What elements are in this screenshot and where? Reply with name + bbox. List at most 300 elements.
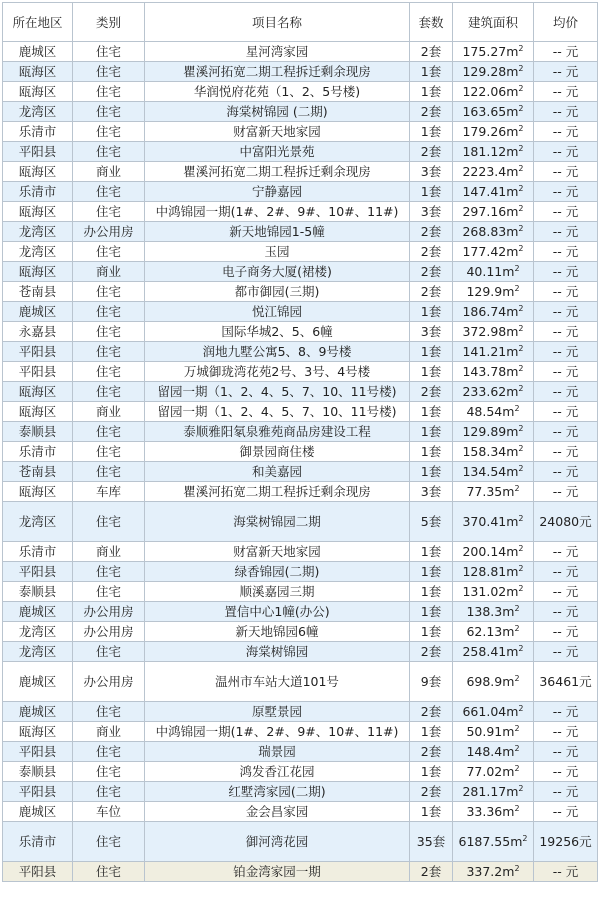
area-unit-exponent: 2 (522, 833, 528, 843)
area-cell (453, 662, 534, 702)
category-cell: 住宅 (73, 82, 145, 102)
table-row (3, 502, 598, 542)
area-unit-exponent: 2 (518, 443, 524, 453)
project-name-cell: 铂金湾家园一期 (145, 862, 410, 882)
units-cell: 2套 (410, 142, 453, 162)
area-value: 122.06 (462, 84, 507, 99)
area-value: 2223.4 (462, 164, 507, 179)
price-cell: 24080元 (534, 502, 598, 542)
project-name-cell: 原墅景园 (145, 702, 410, 722)
area-value: 698.9 (466, 674, 503, 689)
area-unit-exponent: 2 (518, 103, 524, 113)
category-cell: 住宅 (73, 302, 145, 322)
area-unit: m (506, 784, 519, 799)
units-cell: 1套 (410, 562, 453, 582)
area-unit-exponent: 2 (518, 203, 524, 213)
area-unit: m (506, 364, 519, 379)
area-unit-exponent: 2 (514, 863, 520, 873)
project-name-cell: 财富新天地家园 (145, 122, 410, 142)
area-unit-exponent: 2 (518, 643, 524, 653)
district-cell: 瓯海区 (3, 482, 73, 502)
header-category: 类别 (73, 3, 145, 42)
project-name-cell: 留园一期（1、2、4、5、7、10、11号楼) (145, 382, 410, 402)
area-unit: m (506, 544, 519, 559)
price-cell: -- 元 (534, 402, 598, 422)
category-cell: 商业 (73, 162, 145, 182)
price-cell: -- 元 (534, 422, 598, 442)
area-value: 370.41 (462, 514, 507, 529)
district-cell: 乐清市 (3, 122, 73, 142)
units-cell: 2套 (410, 782, 453, 802)
area-cell (453, 482, 534, 502)
units-cell: 2套 (410, 222, 453, 242)
table-row (3, 262, 598, 282)
category-cell: 办公用房 (73, 222, 145, 242)
project-name-cell: 瞿溪河拓宽二期工程拆迁剩余现房 (145, 482, 410, 502)
area-cell (453, 382, 534, 402)
price-cell: -- 元 (534, 122, 598, 142)
project-name-cell: 国际华城2、5、6幢 (145, 322, 410, 342)
area-unit: m (506, 104, 519, 119)
area-unit: m (506, 584, 519, 599)
area-cell (453, 722, 534, 742)
project-name-cell: 中鸿锦园一期(1#、2#、9#、10#、11#) (145, 202, 410, 222)
area-unit: m (506, 144, 519, 159)
area-value: 129.9 (466, 284, 503, 299)
area-value: 186.74 (462, 304, 507, 319)
project-name-cell: 都市御园(三期) (145, 282, 410, 302)
category-cell: 车位 (73, 802, 145, 822)
table-row (3, 402, 598, 422)
price-cell: -- 元 (534, 582, 598, 602)
project-name-cell: 红墅湾家园(二期) (145, 782, 410, 802)
area-unit: m (506, 204, 519, 219)
area-value: 143.78 (462, 364, 507, 379)
district-cell: 龙湾区 (3, 502, 73, 542)
area-unit: m (506, 514, 519, 529)
district-cell: 乐清市 (3, 182, 73, 202)
table-row (3, 362, 598, 382)
area-cell (453, 442, 534, 462)
price-cell: -- 元 (534, 862, 598, 882)
table-row (3, 422, 598, 442)
price-cell: -- 元 (534, 382, 598, 402)
price-cell: -- 元 (534, 602, 598, 622)
area-unit-exponent: 2 (514, 743, 520, 753)
area-cell (453, 42, 534, 62)
table-row (3, 642, 598, 662)
district-cell: 鹿城区 (3, 802, 73, 822)
table-row (3, 82, 598, 102)
area-value: 158.34 (462, 444, 507, 459)
category-cell: 住宅 (73, 342, 145, 362)
units-cell: 1套 (410, 122, 453, 142)
price-cell: -- 元 (534, 242, 598, 262)
units-cell: 1套 (410, 542, 453, 562)
area-unit-exponent: 2 (518, 43, 524, 53)
price-cell: -- 元 (534, 762, 598, 782)
area-cell (453, 762, 534, 782)
district-cell: 鹿城区 (3, 602, 73, 622)
price-cell: -- 元 (534, 642, 598, 662)
area-value: 200.14 (462, 544, 507, 559)
table-row (3, 662, 598, 702)
area-cell (453, 202, 534, 222)
header-price: 均价 (534, 3, 598, 42)
area-value: 337.2 (466, 864, 503, 879)
area-unit: m (502, 604, 515, 619)
category-cell: 住宅 (73, 182, 145, 202)
category-cell: 住宅 (73, 502, 145, 542)
area-unit-exponent: 2 (514, 403, 520, 413)
area-cell (453, 262, 534, 282)
price-cell: -- 元 (534, 162, 598, 182)
header-units: 套数 (410, 3, 453, 42)
price-cell: -- 元 (534, 182, 598, 202)
area-value: 177.42 (462, 244, 507, 259)
project-name-cell: 留园一期（1、2、4、5、7、10、11号楼) (145, 402, 410, 422)
area-unit: m (502, 484, 515, 499)
area-value: 77.35 (466, 484, 503, 499)
category-cell: 住宅 (73, 122, 145, 142)
area-cell (453, 542, 534, 562)
area-cell (453, 742, 534, 762)
area-unit-exponent: 2 (518, 583, 524, 593)
project-name-cell: 悦江锦园 (145, 302, 410, 322)
area-unit: m (506, 564, 519, 579)
area-cell (453, 502, 534, 542)
area-value: 372.98 (462, 324, 507, 339)
area-value: 148.4 (466, 744, 503, 759)
units-cell: 2套 (410, 742, 453, 762)
price-cell: -- 元 (534, 222, 598, 242)
area-cell (453, 222, 534, 242)
area-unit: m (506, 324, 519, 339)
category-cell: 住宅 (73, 642, 145, 662)
area-unit: m (502, 404, 515, 419)
area-cell (453, 242, 534, 262)
district-cell: 鹿城区 (3, 662, 73, 702)
area-value: 131.02 (462, 584, 507, 599)
category-cell: 住宅 (73, 42, 145, 62)
area-cell (453, 302, 534, 322)
project-name-cell: 温州市车站大道101号 (145, 662, 410, 702)
price-cell: -- 元 (534, 562, 598, 582)
units-cell: 2套 (410, 282, 453, 302)
project-name-cell: 海棠树锦园 (二期) (145, 102, 410, 122)
units-cell: 1套 (410, 342, 453, 362)
area-unit: m (510, 834, 523, 849)
area-unit-exponent: 2 (518, 223, 524, 233)
category-cell: 车库 (73, 482, 145, 502)
table-row (3, 142, 598, 162)
district-cell: 永嘉县 (3, 322, 73, 342)
area-unit: m (502, 744, 515, 759)
project-name-cell: 鸿发香江花园 (145, 762, 410, 782)
district-cell: 瓯海区 (3, 62, 73, 82)
area-unit: m (506, 384, 519, 399)
category-cell: 商业 (73, 402, 145, 422)
area-cell (453, 822, 534, 862)
district-cell: 瓯海区 (3, 382, 73, 402)
area-unit-exponent: 2 (514, 483, 520, 493)
price-cell: -- 元 (534, 802, 598, 822)
area-unit-exponent: 2 (518, 423, 524, 433)
area-value: 268.83 (462, 224, 507, 239)
project-name-cell: 润地九墅公寓5、8、9号楼 (145, 342, 410, 362)
district-cell: 瓯海区 (3, 402, 73, 422)
header-row (3, 3, 598, 42)
price-cell: -- 元 (534, 482, 598, 502)
units-cell: 1套 (410, 802, 453, 822)
project-name-cell: 电子商务大厦(裙楼) (145, 262, 410, 282)
area-cell (453, 602, 534, 622)
price-cell: -- 元 (534, 142, 598, 162)
price-cell: -- 元 (534, 82, 598, 102)
table-row (3, 482, 598, 502)
category-cell: 住宅 (73, 762, 145, 782)
area-cell (453, 582, 534, 602)
district-cell: 龙湾区 (3, 622, 73, 642)
area-cell (453, 182, 534, 202)
price-cell: -- 元 (534, 102, 598, 122)
area-value: 179.26 (462, 124, 507, 139)
units-cell: 1套 (410, 362, 453, 382)
area-unit: m (506, 464, 519, 479)
area-unit: m (502, 284, 515, 299)
area-value: 6187.55 (458, 834, 511, 849)
district-cell: 鹿城区 (3, 42, 73, 62)
project-name-cell: 新天地锦园6幢 (145, 622, 410, 642)
units-cell: 2套 (410, 862, 453, 882)
table-body (3, 42, 598, 882)
area-unit-exponent: 2 (518, 183, 524, 193)
units-cell: 1套 (410, 402, 453, 422)
district-cell: 平阳县 (3, 562, 73, 582)
category-cell: 住宅 (73, 382, 145, 402)
units-cell: 1套 (410, 622, 453, 642)
units-cell: 1套 (410, 422, 453, 442)
area-unit-exponent: 2 (518, 303, 524, 313)
district-cell: 平阳县 (3, 342, 73, 362)
table-row (3, 182, 598, 202)
units-cell: 5套 (410, 502, 453, 542)
area-cell (453, 142, 534, 162)
area-unit-exponent: 2 (514, 263, 520, 273)
units-cell: 1套 (410, 462, 453, 482)
project-name-cell: 绿香锦园(二期) (145, 562, 410, 582)
district-cell: 平阳县 (3, 742, 73, 762)
table-row (3, 862, 598, 882)
district-cell: 苍南县 (3, 462, 73, 482)
price-cell: -- 元 (534, 622, 598, 642)
category-cell: 办公用房 (73, 662, 145, 702)
table-row (3, 302, 598, 322)
units-cell: 1套 (410, 602, 453, 622)
units-cell: 1套 (410, 62, 453, 82)
area-value: 163.65 (462, 104, 507, 119)
price-cell: -- 元 (534, 42, 598, 62)
district-cell: 苍南县 (3, 282, 73, 302)
table-row (3, 822, 598, 862)
area-unit-exponent: 2 (518, 363, 524, 373)
area-value: 62.13 (466, 624, 503, 639)
table-row (3, 602, 598, 622)
table-row (3, 102, 598, 122)
project-name-cell: 瑞景园 (145, 742, 410, 762)
units-cell: 2套 (410, 42, 453, 62)
category-cell: 办公用房 (73, 622, 145, 642)
units-cell: 3套 (410, 202, 453, 222)
area-unit-exponent: 2 (518, 513, 524, 523)
table-row (3, 382, 598, 402)
category-cell: 住宅 (73, 422, 145, 442)
area-value: 128.81 (462, 564, 507, 579)
units-cell: 3套 (410, 162, 453, 182)
district-cell: 泰顺县 (3, 762, 73, 782)
district-cell: 鹿城区 (3, 302, 73, 322)
area-unit: m (502, 864, 515, 879)
area-cell (453, 122, 534, 142)
units-cell: 1套 (410, 442, 453, 462)
area-unit: m (506, 244, 519, 259)
district-cell: 乐清市 (3, 442, 73, 462)
price-cell: 19256元 (534, 822, 598, 862)
table-row (3, 462, 598, 482)
units-cell: 2套 (410, 642, 453, 662)
units-cell: 2套 (410, 382, 453, 402)
area-value: 50.91 (466, 724, 503, 739)
area-value: 181.12 (462, 144, 507, 159)
table-row (3, 222, 598, 242)
project-name-cell: 金会昌家园 (145, 802, 410, 822)
price-cell: -- 元 (534, 722, 598, 742)
area-value: 138.3 (466, 604, 503, 619)
district-cell: 龙湾区 (3, 102, 73, 122)
area-unit: m (506, 344, 519, 359)
project-name-cell: 瞿溪河拓宽二期工程拆迁剩余现房 (145, 62, 410, 82)
project-name-cell: 瞿溪河拓宽二期工程拆迁剩余现房 (145, 162, 410, 182)
table-row (3, 122, 598, 142)
area-unit: m (506, 704, 519, 719)
category-cell: 住宅 (73, 462, 145, 482)
category-cell: 住宅 (73, 862, 145, 882)
area-cell (453, 82, 534, 102)
price-cell: -- 元 (534, 782, 598, 802)
price-cell: -- 元 (534, 542, 598, 562)
area-unit-exponent: 2 (518, 783, 524, 793)
area-cell (453, 562, 534, 582)
price-cell: -- 元 (534, 202, 598, 222)
area-unit-exponent: 2 (514, 763, 520, 773)
table-row (3, 342, 598, 362)
area-cell (453, 802, 534, 822)
area-cell (453, 162, 534, 182)
category-cell: 住宅 (73, 702, 145, 722)
price-cell: 36461元 (534, 662, 598, 702)
project-name-cell: 万城御珑湾花苑2号、3号、4号楼 (145, 362, 410, 382)
area-cell (453, 402, 534, 422)
district-cell: 瓯海区 (3, 162, 73, 182)
table-row (3, 762, 598, 782)
category-cell: 住宅 (73, 282, 145, 302)
area-unit-exponent: 2 (518, 343, 524, 353)
area-cell (453, 422, 534, 442)
category-cell: 住宅 (73, 102, 145, 122)
area-value: 40.11 (466, 264, 503, 279)
category-cell: 住宅 (73, 742, 145, 762)
table-row (3, 562, 598, 582)
area-unit: m (506, 304, 519, 319)
area-unit-exponent: 2 (514, 623, 520, 633)
table-row (3, 802, 598, 822)
area-unit: m (506, 124, 519, 139)
project-name-cell: 玉园 (145, 242, 410, 262)
table-row (3, 42, 598, 62)
district-cell: 泰顺县 (3, 422, 73, 442)
project-name-cell: 华润悦府花苑（1、2、5号楼) (145, 82, 410, 102)
units-cell: 9套 (410, 662, 453, 702)
district-cell: 平阳县 (3, 782, 73, 802)
area-cell (453, 102, 534, 122)
units-cell: 2套 (410, 702, 453, 722)
area-unit-exponent: 2 (518, 243, 524, 253)
units-cell: 1套 (410, 82, 453, 102)
units-cell: 3套 (410, 322, 453, 342)
category-cell: 住宅 (73, 782, 145, 802)
category-cell: 住宅 (73, 142, 145, 162)
table-row (3, 622, 598, 642)
price-cell: -- 元 (534, 462, 598, 482)
project-name-cell: 财富新天地家园 (145, 542, 410, 562)
units-cell: 3套 (410, 482, 453, 502)
area-unit: m (506, 184, 519, 199)
area-cell (453, 62, 534, 82)
district-cell: 鹿城区 (3, 702, 73, 722)
area-unit-exponent: 2 (514, 723, 520, 733)
units-cell: 2套 (410, 102, 453, 122)
area-unit-exponent: 2 (514, 803, 520, 813)
area-unit: m (506, 44, 519, 59)
category-cell: 商业 (73, 722, 145, 742)
table-row (3, 282, 598, 302)
area-unit: m (506, 164, 519, 179)
area-unit: m (506, 84, 519, 99)
district-cell: 瓯海区 (3, 202, 73, 222)
table-row (3, 442, 598, 462)
units-cell: 1套 (410, 762, 453, 782)
district-cell: 平阳县 (3, 142, 73, 162)
area-unit: m (502, 674, 515, 689)
units-cell: 1套 (410, 182, 453, 202)
area-cell (453, 322, 534, 342)
price-cell: -- 元 (534, 442, 598, 462)
table-row (3, 62, 598, 82)
area-unit: m (502, 764, 515, 779)
area-cell (453, 282, 534, 302)
table-row (3, 742, 598, 762)
area-value: 134.54 (462, 464, 507, 479)
category-cell: 住宅 (73, 62, 145, 82)
price-cell: -- 元 (534, 362, 598, 382)
price-cell: -- 元 (534, 262, 598, 282)
category-cell: 住宅 (73, 822, 145, 862)
table-row (3, 162, 598, 182)
area-value: 129.89 (462, 424, 507, 439)
area-unit: m (502, 724, 515, 739)
area-cell (453, 462, 534, 482)
table-row (3, 702, 598, 722)
